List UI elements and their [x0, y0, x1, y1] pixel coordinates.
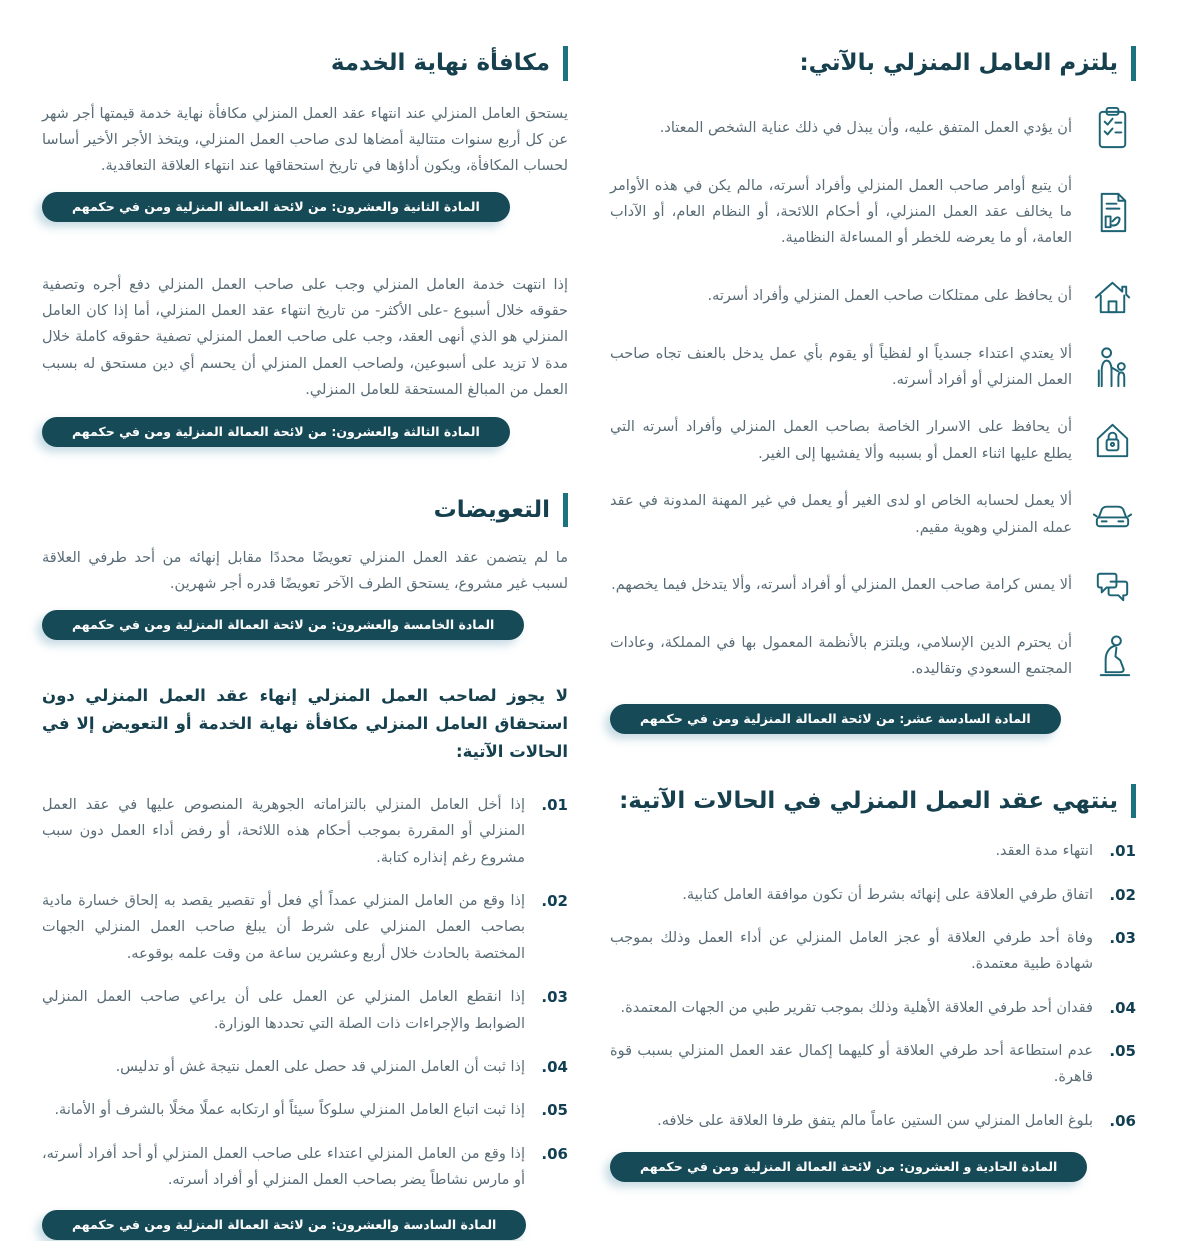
- termination-intro: لا يجوز لصاحب العمل المنزلي إنهاء عقد العمل المنزلي دون استحقاق العامل المنزلي مكافأة نهاية الخدمة أو التعويض إلا في الحالات الآتية:: [42, 685, 568, 761]
- termination-item: [42, 792, 568, 871]
- item-number: 04.: [541, 1057, 568, 1076]
- car-icon: [1089, 491, 1136, 538]
- item-text: إذا ثبت أن العامل المنزلي قد حصل على العمل نتيجة غش أو تدليس.: [115, 1058, 525, 1075]
- obligations-title: يلتزم العامل المنزلي بالآتي:: [610, 46, 1136, 81]
- house-privacy-lock-icon: [1089, 417, 1136, 464]
- obligation-item: [610, 488, 1136, 541]
- compensation-paragraph: ما لم يتضمن عقد العمل المنزلي تعويضًا محددًا مقابل إنهائه من أحد طرفي العلاقة لسبب غير مشروع، يستحق الطرف الآخر تعويضًا قدره أجر شهرين.: [42, 550, 568, 593]
- item-text: وفاة أحد طرفي العلاقة أو عجز العامل المنزلي عن أداء العمل وذلك بموجب شهادة طبية معتمدة.: [610, 929, 1093, 973]
- right-column: [610, 46, 1136, 1221]
- contract-end-item: [610, 925, 1136, 978]
- house-icon: [1089, 273, 1136, 320]
- contract-end-item: [610, 882, 1136, 908]
- contract-end-item: [610, 838, 1136, 864]
- item-number: 02.: [1109, 885, 1136, 904]
- article-badge: المادة الخامسة والعشرون: من لائحة العمالة المنزلية ومن في حكمهم: [42, 610, 524, 640]
- obligation-text: ألا يعمل لحسابه الخاص او لدى الغير أو يعمل في غير المهنة المدونة في عقد عمله المنزلي وهوية مقيم.: [610, 493, 1072, 536]
- item-number: 05.: [1109, 1042, 1136, 1060]
- item-text: انتهاء مدة العقد.: [995, 843, 1093, 860]
- item-number: 05.: [541, 1101, 568, 1120]
- article-badge: المادة الحادية و العشرون: من لائحة العمالة المنزلية ومن في حكمهم: [610, 1152, 1087, 1182]
- item-text: إذا أخل العامل المنزلي بالتزاماته الجوهرية المنصوص عليها في عقد العمل المنزلي أو المقررة بموجب أحكام هذه اللائحة، أو رفض أداء العمل دون سبب مشروع رغم إنذاره كتابة.: [42, 796, 525, 866]
- obligation-item: [610, 173, 1136, 252]
- obligation-item: [610, 341, 1136, 394]
- obligation-item: [610, 105, 1136, 152]
- guardian-child-icon: [1089, 344, 1136, 391]
- item-number: 03.: [1109, 928, 1136, 947]
- praying-person-icon: [1089, 633, 1136, 680]
- termination-item: [42, 888, 568, 967]
- article-badge: المادة السادسة عشر: من لائحة العمالة المنزلية ومن في حكمهم: [610, 704, 1061, 734]
- end-of-service-paragraph: يستحق العامل المنزلي عند انتهاء عقد العمل المنزلي مكافأة نهاية خدمة قيمتها أجر شهر عن كل أربع سنوات متتالية أمضاها لدى صاحب العمل المنزلي، ويتخذ الأجر الأخير أساسا لحساب المكافأة، ويكون أداؤها في تاريخ استحقاقها عند انتهاء العلاقة التعاقدية.: [42, 105, 568, 175]
- article-badge: المادة الثانية والعشرون: من لائحة العمالة المنزلية ومن في حكمهم: [42, 192, 510, 222]
- item-text: اتفاق طرفي العلاقة على إنهائه بشرط أن تكون موافقة العامل كتابية.: [682, 886, 1093, 903]
- obligation-item: [610, 273, 1136, 320]
- contract-end-item: [610, 995, 1136, 1021]
- item-number: 04.: [1109, 998, 1136, 1017]
- obligation-text: أن يؤدي العمل المتفق عليه، وأن يبذل في ذلك عناية الشخص المعتاد.: [659, 119, 1072, 136]
- item-text: عدم استطاعة أحد طرفي العلاقة أو كليهما إكمال عقد العمل المنزلي بسبب قوة قاهرة.: [610, 1043, 1093, 1086]
- obligation-text: ألا يعتدي اعتداء جسدياً او لفظياً أو يقوم بأي عمل يدخل بالعنف تجاه صاحب العمل المنزلي أو أفراد أسرته.: [610, 345, 1072, 388]
- compensation-title: التعويضات: [42, 493, 568, 528]
- item-number: 06.: [541, 1144, 568, 1163]
- item-number: 01.: [1109, 842, 1136, 861]
- item-number: 01.: [541, 795, 568, 814]
- item-number: 03.: [541, 988, 568, 1007]
- item-text: إذا انقطع العامل المنزلي عن العمل على أن يراعي صاحب العمل المنزلي الضوابط والإجراءات ذات الصلة التي تحددها الوزارة.: [42, 989, 525, 1032]
- contract-end-title: ينتهي عقد العمل المنزلي في الحالات الآتية:: [610, 784, 1136, 819]
- article-badge: المادة الثالثة والعشرون: من لائحة العمالة المنزلية ومن في حكمهم: [42, 417, 510, 447]
- left-column: [42, 46, 568, 1233]
- item-text: بلوغ العامل المنزلي سن الستين عاماً مالم يتفق طرفا العلاقة على خلافه.: [657, 1112, 1093, 1129]
- obligation-item: [610, 562, 1136, 609]
- end-of-service-title: مكافأة نهاية الخدمة: [42, 46, 568, 81]
- item-text: فقدان أحد طرفي العلاقة الأهلية وذلك بموجب تقرير طبي من الجهات المعتمدة.: [620, 999, 1093, 1016]
- clipboard-checklist-icon: [1089, 105, 1136, 152]
- obligation-text: أن يحافظ على الاسرار الخاصة بصاحب العمل المنزلي وأفراد أسرته التي يطلع عليها اثناء العمل أو بسببه وألا يفشيها إلى الغير.: [610, 419, 1072, 462]
- obligation-text: أن يتبع أوامر صاحب العمل المنزلي وأفراد أسرته، مالم يكن في هذه الأوامر ما يخالف عقد العمل المنزلي، أو أحكام اللائحة، أو النظام العام، أو الآداب العامة، أو ما يعرضه للخطر أو المساءلة النظامية.: [610, 177, 1072, 247]
- termination-item: [42, 1054, 568, 1080]
- obligation-text: أن يحافظ على ممتلكات صاحب العمل المنزلي وأفراد أسرته.: [707, 287, 1072, 304]
- item-text: إذا وقع من العامل المنزلي اعتداء على صاحب العمل المنزلي أو أحد أفراد أسرته، أو مارس نشاطاً يضر بصاحب العمل المنزلي أو أفراد أسرته.: [42, 1145, 525, 1189]
- chat-bubbles-icon: [1089, 562, 1136, 609]
- article-badge: المادة السادسة والعشرون: من لائحة العمالة المنزلية ومن في حكمهم: [42, 1210, 526, 1240]
- item-number: 02.: [541, 892, 568, 911]
- obligation-text: أن يحترم الدين الإسلامي، ويلتزم بالأنظمة المعمول بها في المملكة، وعادات المجتمع السعودي وتقاليده.: [610, 634, 1072, 678]
- item-number: 06.: [1109, 1111, 1136, 1130]
- end-of-service-paragraph: إذا انتهت خدمة العامل المنزلي وجب على صاحب العمل المنزلي دفع أجره وتصفية حقوقه خلال أسبوع -على الأكثر- من تاريخ انتهاء عقد العمل المنزلي، أما إذا كان العامل المنزلي هو الذي أنهى العقد، وجب على صاحب العمل المنزلي تصفية حقوقه كاملة خلال مدة لا تزيد على أسبوعين، ولصاحب العمل المنزلي أن يحسم أي دين مستحق له بسبب العمل من المبالغ المستحقة للعامل المنزلي.: [42, 276, 568, 399]
- contract-document-icon: [1089, 189, 1136, 236]
- contract-end-item: [610, 1038, 1136, 1091]
- obligation-item: [610, 630, 1136, 683]
- termination-item: [42, 1141, 568, 1194]
- item-text: إذا وقع من العامل المنزلي عمداً أي فعل أو تقصير يقصد به إلحاق خسارة مادية بصاحب العمل المنزلي على شرط أن يبلغ صاحب العمل المنزلي الجهات المختصة بالحادث خلال أربع وعشرين ساعة من وقت علمه بوقوعه.: [42, 893, 525, 962]
- termination-item: [42, 984, 568, 1037]
- item-text: إذا ثبت اتباع العامل المنزلي سلوكاً سيئاً أو ارتكابه عملًا مخلًا بالشرف أو الأمانة.: [54, 1102, 525, 1119]
- obligation-item: [610, 414, 1136, 467]
- contract-end-item: [610, 1108, 1136, 1134]
- obligation-text: ألا يمس كرامة صاحب العمل المنزلي أو أفراد أسرته، وألا يتدخل فيما يخصهم.: [611, 577, 1072, 594]
- termination-item: [42, 1097, 568, 1123]
